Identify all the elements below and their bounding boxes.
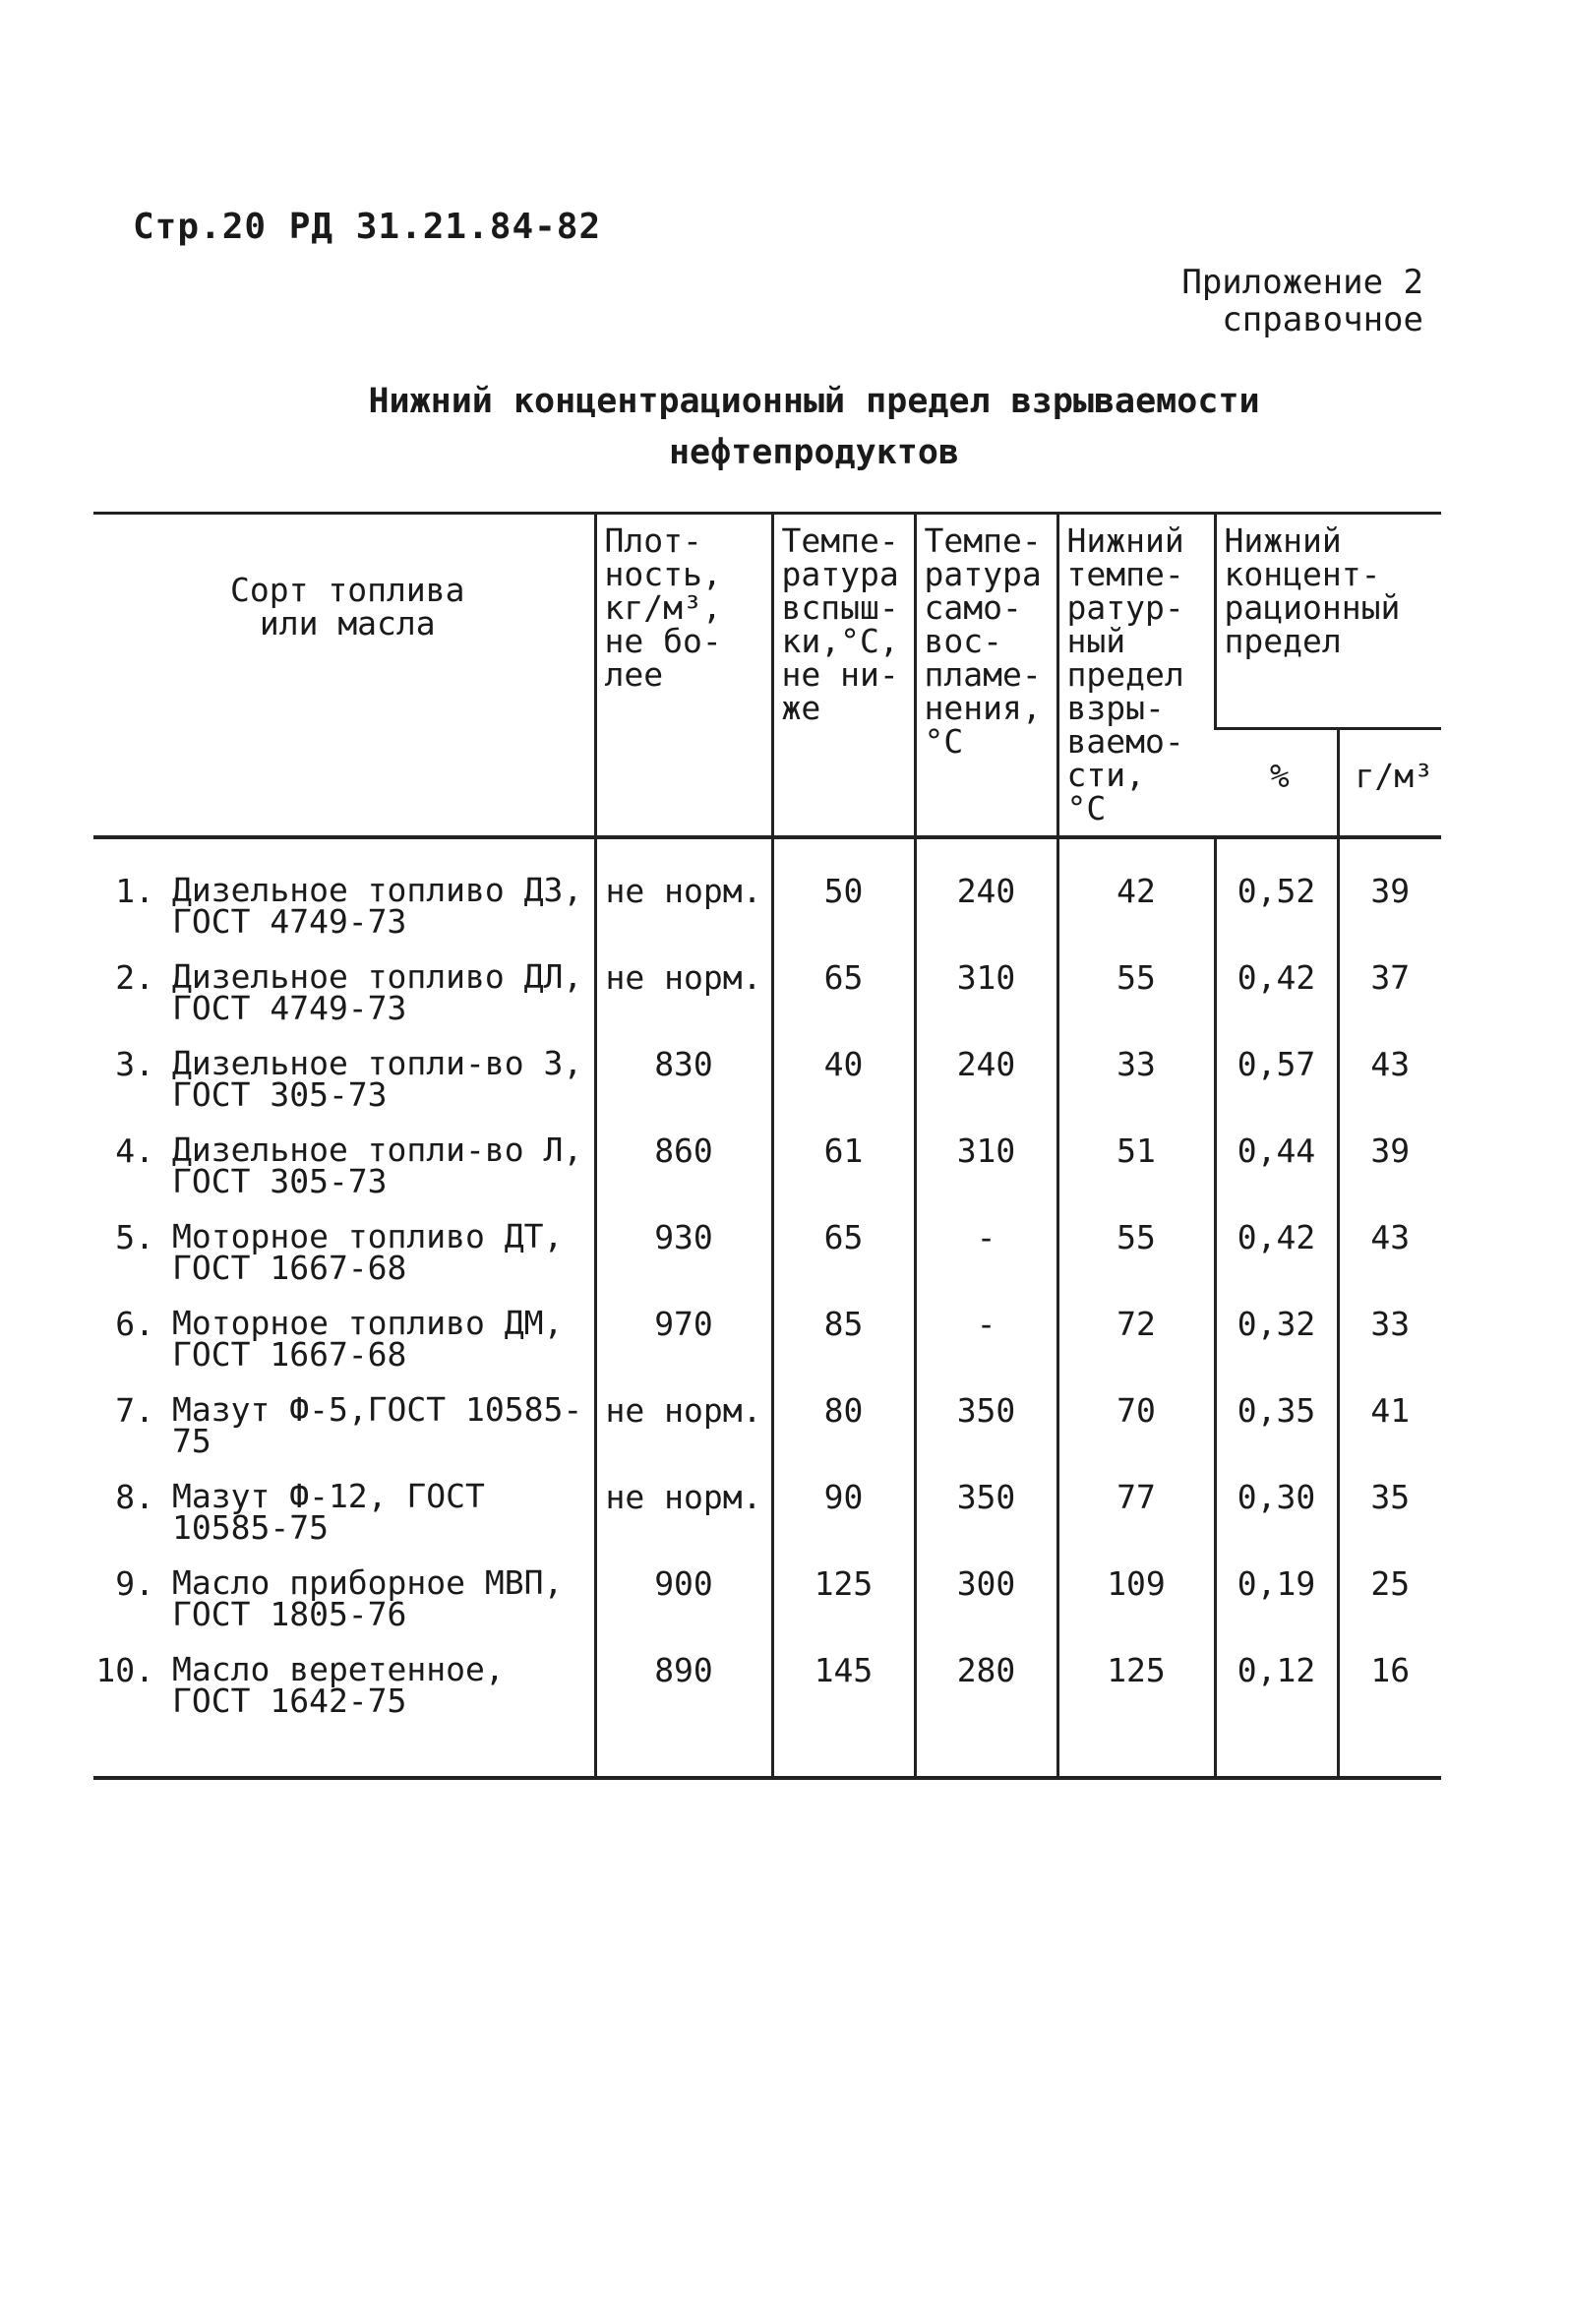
fuel-name: Моторное топливо ДТ, ГОСТ 1667-68 <box>172 1217 564 1287</box>
header-autoignition: Темпе- ратура само- вос- пламе- нения, °С <box>915 514 1057 838</box>
cell-fuel <box>93 1554 595 1640</box>
row-number: 7. <box>115 1391 154 1430</box>
cell-flash-point: 85 <box>772 1294 915 1380</box>
cell-lower-temp-limit: 51 <box>1057 1121 1215 1207</box>
cell-flash-point: 61 <box>772 1121 915 1207</box>
cell-fuel <box>93 1034 595 1121</box>
appendix-note <box>1181 264 1423 338</box>
cell-flash-point: 80 <box>772 1380 915 1467</box>
cell-conc-gm3: 37 <box>1338 948 1441 1034</box>
cell-conc-percent: 0,44 <box>1215 1121 1338 1207</box>
table-row <box>93 1207 1441 1294</box>
cell-flash-point: 50 <box>772 837 915 948</box>
cell-lower-temp-limit: 70 <box>1057 1380 1215 1467</box>
cell-lower-temp-limit: 55 <box>1057 1207 1215 1294</box>
cell-autoignition: 350 <box>915 1467 1057 1554</box>
cell-conc-percent: 0,30 <box>1215 1467 1338 1554</box>
cell-density: 830 <box>595 1034 772 1121</box>
title-line2: нефтепродуктов <box>668 433 959 472</box>
header-conc-percent: % <box>1269 756 1290 795</box>
fuel-name: Дизельное топливо ДЛ, ГОСТ 4749-73 <box>172 957 583 1027</box>
header-density: Плот- ность, кг/м³, не бо- лее <box>595 514 772 838</box>
cell-density: 930 <box>595 1207 772 1294</box>
cell-conc-gm3: 25 <box>1338 1554 1441 1640</box>
header-fuel: Сорт топлива или масла <box>93 514 595 838</box>
table-row <box>93 837 1441 948</box>
table-row <box>93 1294 1441 1380</box>
explosion-limits-table <box>93 512 1441 1780</box>
cell-autoignition: 240 <box>915 837 1057 948</box>
row-number: 2. <box>115 958 154 997</box>
header-lower-temp-limit: Нижний темпе- ратур- ный предел взры- ваемо- сти, °С <box>1057 514 1215 838</box>
row-number: 1. <box>115 872 154 910</box>
cell-flash-point: 125 <box>772 1554 915 1640</box>
appendix-line1: Приложение 2 <box>1181 263 1423 302</box>
cell-conc-percent: 0,35 <box>1215 1380 1338 1467</box>
fuel-name: Дизельное топли-во Л, ГОСТ 305-73 <box>172 1131 583 1200</box>
cell-flash-point: 65 <box>772 948 915 1034</box>
cell-conc-gm3: 43 <box>1338 1034 1441 1121</box>
cell-density: не норм. <box>595 1467 772 1554</box>
cell-lower-temp-limit: 109 <box>1057 1554 1215 1640</box>
cell-flash-point: 40 <box>772 1034 915 1121</box>
cell-density: 860 <box>595 1121 772 1207</box>
row-number: 9. <box>115 1564 154 1603</box>
cell-conc-percent: 0,42 <box>1215 1207 1338 1294</box>
cell-autoignition: 310 <box>915 948 1057 1034</box>
title-line1: Нижний концентрационный предел взрываемости <box>368 382 1260 421</box>
cell-fuel <box>93 1467 595 1554</box>
cell-density: 900 <box>595 1554 772 1640</box>
cell-conc-gm3: 41 <box>1338 1380 1441 1467</box>
row-number: 10. <box>95 1651 154 1689</box>
cell-fuel <box>93 837 595 948</box>
appendix-line2: справочное <box>1222 300 1423 339</box>
row-number: 8. <box>115 1478 154 1516</box>
cell-conc-gm3: 35 <box>1338 1467 1441 1554</box>
fuel-name: Масло приборное МВП, ГОСТ 1805-76 <box>172 1563 564 1633</box>
row-number: 6. <box>115 1305 154 1343</box>
cell-lower-temp-limit: 72 <box>1057 1294 1215 1380</box>
cell-conc-gm3: 43 <box>1338 1207 1441 1294</box>
cell-density: не норм. <box>595 948 772 1034</box>
fuel-name: Моторное топливо ДМ, ГОСТ 1667-68 <box>172 1304 564 1374</box>
cell-flash-point: 145 <box>772 1640 915 1778</box>
cell-fuel <box>93 1121 595 1207</box>
header-conc-limit-group: Нижний концент- рационный предел <box>1215 514 1441 729</box>
row-number: 4. <box>115 1131 154 1170</box>
cell-conc-percent: 0,52 <box>1215 837 1338 948</box>
row-number: 5. <box>115 1218 154 1256</box>
cell-conc-gm3: 39 <box>1338 837 1441 948</box>
cell-conc-gm3: 16 <box>1338 1640 1441 1778</box>
cell-autoignition: 350 <box>915 1380 1057 1467</box>
cell-lower-temp-limit: 77 <box>1057 1467 1215 1554</box>
table-row <box>93 1467 1441 1554</box>
cell-density: 970 <box>595 1294 772 1380</box>
cell-fuel <box>93 1380 595 1467</box>
cell-lower-temp-limit: 33 <box>1057 1034 1215 1121</box>
table-row <box>93 948 1441 1034</box>
cell-conc-gm3: 33 <box>1338 1294 1441 1380</box>
table-row <box>93 1554 1441 1640</box>
page-header: Стр.20 РД 31.21.84-82 <box>133 207 602 247</box>
cell-flash-point: 90 <box>772 1467 915 1554</box>
cell-autoignition: 310 <box>915 1121 1057 1207</box>
fuel-name: Масло веретенное, ГОСТ 1642-75 <box>172 1650 505 1720</box>
cell-conc-percent: 0,32 <box>1215 1294 1338 1380</box>
cell-autoignition: 240 <box>915 1034 1057 1121</box>
cell-conc-percent: 0,12 <box>1215 1640 1338 1778</box>
cell-conc-gm3: 39 <box>1338 1121 1441 1207</box>
table-row <box>93 1034 1441 1121</box>
cell-fuel <box>93 1207 595 1294</box>
table-row <box>93 1640 1441 1778</box>
cell-fuel <box>93 1640 595 1778</box>
cell-autoignition: 300 <box>915 1554 1057 1640</box>
fuel-name: Дизельное топливо ДЗ, ГОСТ 4749-73 <box>172 871 583 941</box>
fuel-name: Мазут Ф-5,ГОСТ 10585-75 <box>172 1390 583 1460</box>
cell-lower-temp-limit: 125 <box>1057 1640 1215 1778</box>
cell-autoignition: - <box>915 1294 1057 1380</box>
cell-density: 890 <box>595 1640 772 1778</box>
table-row <box>93 1380 1441 1467</box>
cell-autoignition: - <box>915 1207 1057 1294</box>
cell-fuel <box>93 1294 595 1380</box>
cell-lower-temp-limit: 42 <box>1057 837 1215 948</box>
document-title <box>0 376 1569 478</box>
cell-autoignition: 280 <box>915 1640 1057 1778</box>
cell-conc-percent: 0,42 <box>1215 948 1338 1034</box>
fuel-name: Дизельное топли-во 3, ГОСТ 305-73 <box>172 1044 583 1114</box>
header-conc-gm3: г/м³ <box>1338 728 1441 837</box>
cell-density: не норм. <box>595 837 772 948</box>
table-row <box>93 1121 1441 1207</box>
cell-flash-point: 65 <box>772 1207 915 1294</box>
cell-conc-percent: 0,57 <box>1215 1034 1338 1121</box>
cell-density: не норм. <box>595 1380 772 1467</box>
cell-conc-percent: 0,19 <box>1215 1554 1338 1640</box>
cell-fuel <box>93 948 595 1034</box>
cell-lower-temp-limit: 55 <box>1057 948 1215 1034</box>
row-number: 3. <box>115 1045 154 1083</box>
fuel-name: Мазут Ф-12, ГОСТ 10585-75 <box>172 1477 485 1547</box>
header-flash-point: Темпе- ратура вспыш- ки,°С, не ни- же <box>772 514 915 838</box>
